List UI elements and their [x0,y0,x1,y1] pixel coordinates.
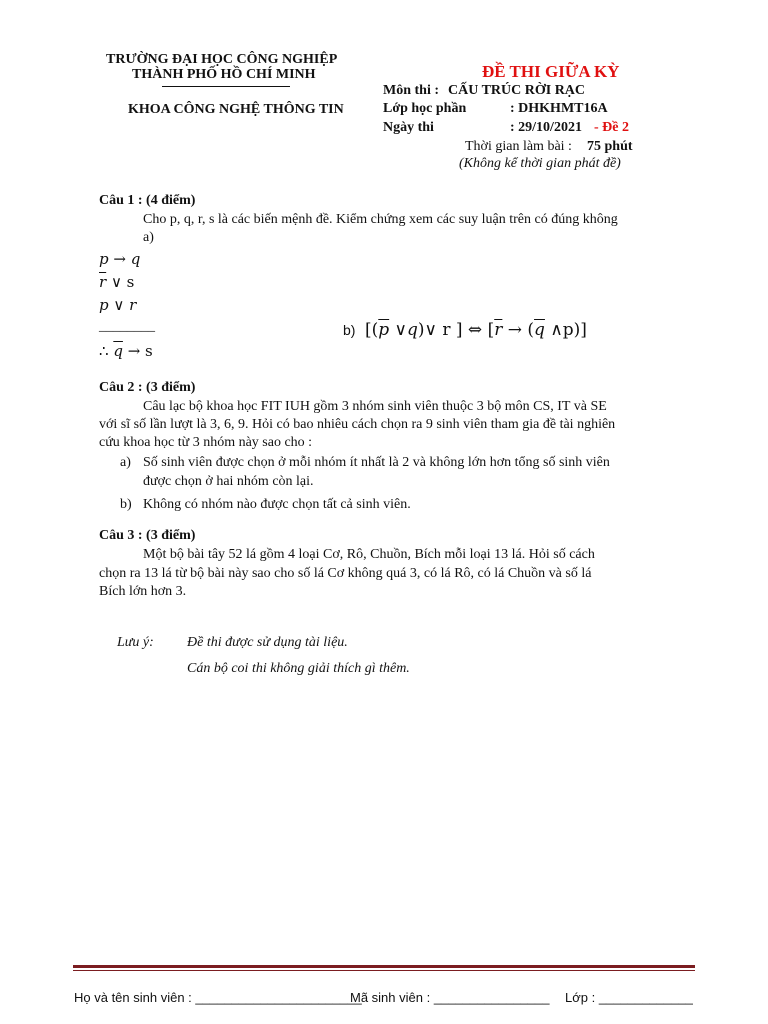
q3-line-2: chọn ra 13 lá từ bộ bài này sao cho số lá Cơ không quá 3, có lá Rô, có lá Chuồn và số lá [99,566,592,581]
q1-conclusion: ∴ $\overline{q} \to s$ [99,342,153,360]
q2-line-3: cứu khoa học từ 3 nhóm này sao cho : [99,435,313,450]
date-value: : 29/10/2021 [510,120,582,135]
note-2: Cán bộ coi thi không giải thích gì thêm. [187,661,410,676]
q1-part-b-label: b) [343,322,356,338]
q2-a-line-2: được chọn ở hai nhóm còn lại. [143,474,314,489]
q3-line-1: Một bộ bài tây 52 lá gồm 4 loại Cơ, Rô, Chuồn, Bích mỗi loại 13 lá. Hỏi số cách [143,547,595,562]
exam-code: - Đề 2 [594,120,629,135]
school-name-line1: TRƯỜNG ĐẠI HỌC CÔNG NGHIỆP [106,52,338,67]
q2-line-2: với sĩ số lần lượt là 3, 6, 9. Hỏi có bao nhiêu cách chọn ra 9 sinh viên tham gia đề tài nghiên [99,417,616,432]
faculty-name: KHOA CÔNG NGHỆ THÔNG TIN [128,102,344,117]
q1-premise-3: p ∨ r [99,296,137,314]
q2-b-label: b) [120,497,132,512]
q2-title: Câu 2 : (3 điểm) [99,380,196,395]
q2-b-line-1: Không có nhóm nào được chọn tất cả sinh viên. [143,497,411,512]
q3-title: Câu 3 : (3 điểm) [99,528,196,543]
note-label: Lưu ý: [117,635,154,650]
q1-inference-rule: ________ [99,319,155,334]
date-label: Ngày thi [383,120,434,135]
q2-a-label: a) [120,455,131,470]
class-value: : DHKHMT16A [510,101,608,116]
subject-value: CẤU TRÚC RỜI RẠC [448,83,586,98]
r-bar-symbol: $\overline{r}$ [99,273,107,291]
q-bar-symbol: $\overline{q}$ [113,342,123,360]
q1-premise-2: $\overline{r}$ ∨ s [99,273,135,291]
duration-label: Thời gian làm bài : [465,139,572,154]
q1-premise-1: p → q [99,250,141,268]
school-name-line2: THÀNH PHỐ HỒ CHÍ MINH [132,67,316,82]
q2-a-line-1: Số sinh viên được chọn ở mỗi nhóm ít nhất là 2 và không lớn hơn tổng số sinh viên [143,455,610,470]
q1-title: Câu 1 : (4 điểm) [99,193,196,208]
footer-divider-thick [73,965,695,968]
class-field: Lớp : _____________ [565,990,693,1005]
student-name-field: Họ và tên sinh viên : _______________________ [74,990,362,1005]
duration-value: 75 phút [587,139,633,154]
exam-title: ĐỀ THI GIỮA KỲ [482,62,620,81]
q2-line-1: Câu lạc bộ khoa học FIT IUH gồm 3 nhóm sinh viên thuộc 3 bộ môn CS, IT và SE [143,399,607,414]
footer-divider-thin [73,970,695,971]
note-1: Đề thi được sử dụng tài liệu. [187,635,348,650]
class-label: Lớp học phần [383,101,467,116]
q1-text: Cho p, q, r, s là các biến mệnh đề. Kiểm chứng xem các suy luận trên có đúng không [143,212,618,227]
q1-part-b-formula: [($\overline{p}$ ∨q)∨ r ] ⇔ [$\overline{r} \to (\overline{q}$ ∧p)] [365,320,587,340]
student-id-field: Mã sinh viên : ________________ [350,990,550,1005]
duration-note: (Không kể thời gian phát đề) [459,156,621,171]
subject-label: Môn thi : [383,83,439,98]
school-name-underline [162,86,290,87]
q1-part-a-label: a) [143,230,154,245]
q3-line-3: Bích lớn hơn 3. [99,584,187,599]
